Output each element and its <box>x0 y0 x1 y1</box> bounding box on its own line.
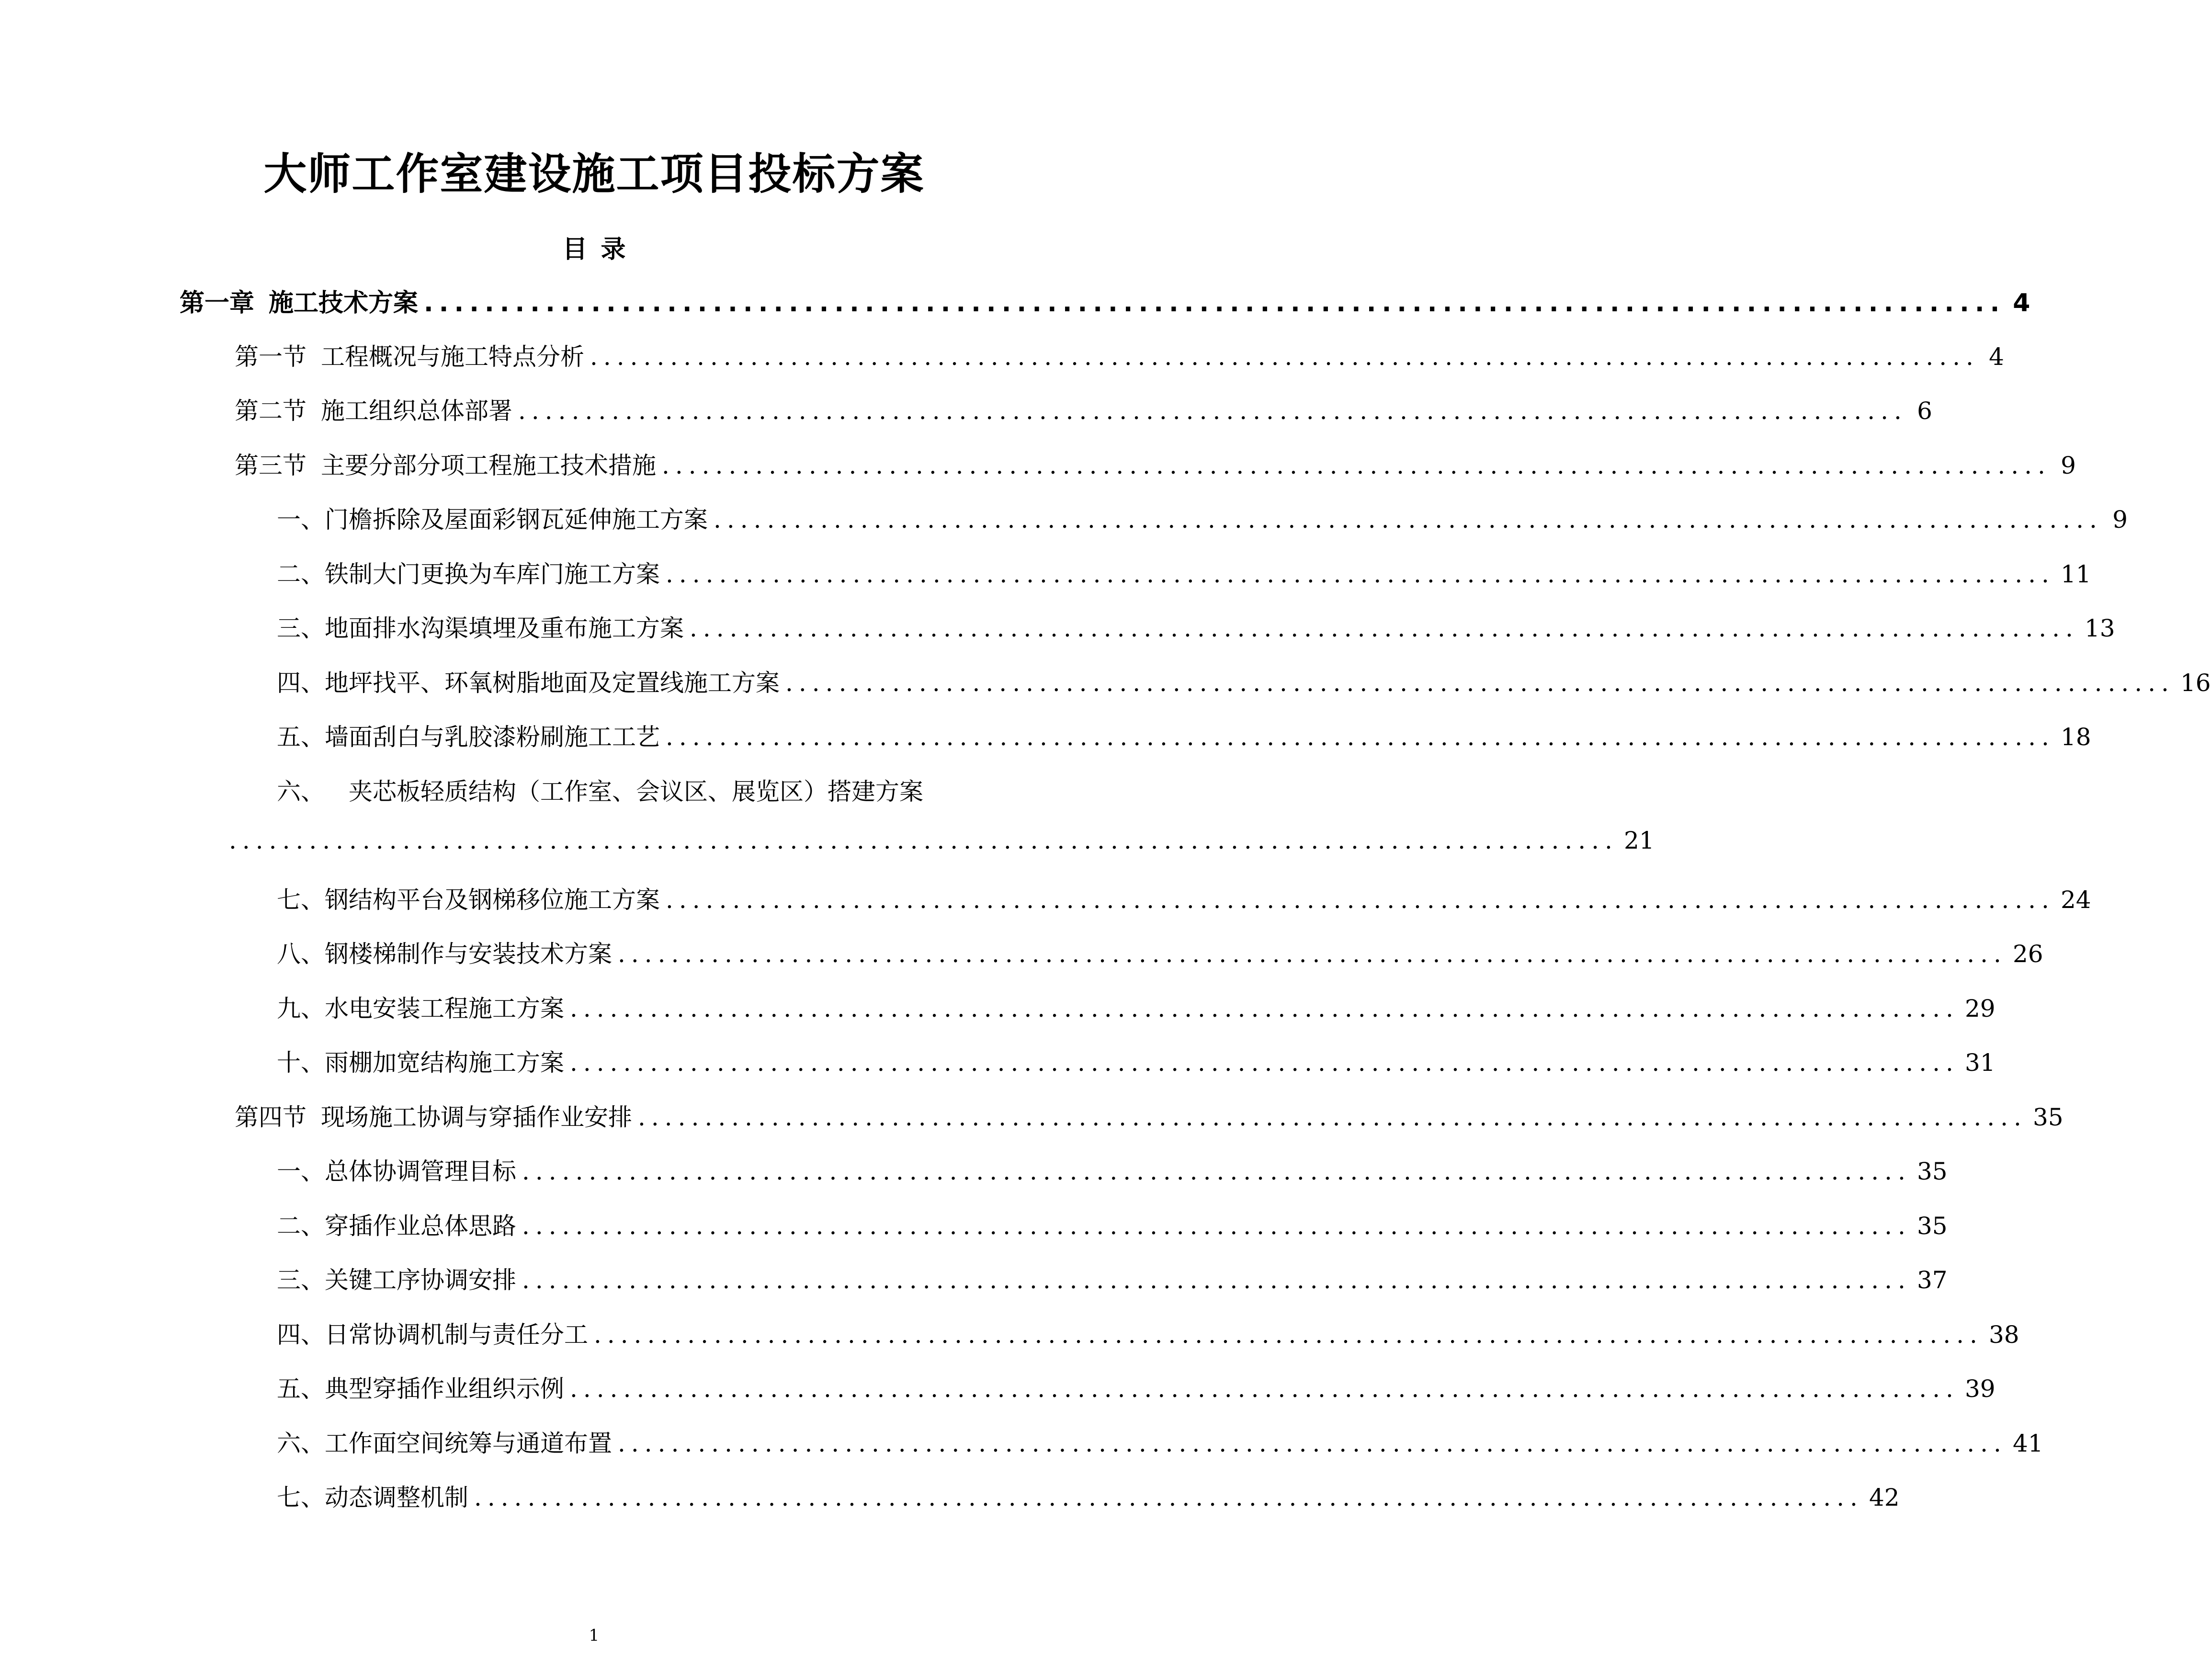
toc-entry-title: 主要分部分项工程施工技术措施 <box>321 452 656 479</box>
toc-entry-title: 地面排水沟渠填埋及重布施工方案 <box>325 614 684 642</box>
toc-leader-dots: ........................................................................................................ <box>618 940 2007 968</box>
toc-entry-subsection[interactable] <box>277 664 2211 702</box>
toc-entry-label: 第四节 <box>235 1103 306 1131</box>
toc-leader-dots: ........................................................................................................ <box>666 886 2055 914</box>
toc-leader-dots: ........................................................................................................ <box>522 1266 1911 1294</box>
toc-leader-dots: ........................................................................................................ <box>618 1430 2007 1457</box>
toc-entry-title: 门檐拆除及屋面彩钢瓦延伸施工方案 <box>325 506 708 534</box>
toc-leader-dots: ........................................................................................................ <box>594 1321 1983 1349</box>
toc-entry-section-3[interactable] <box>235 446 2076 485</box>
toc-entry-title: 现场施工协调与穿插作业安排 <box>321 1103 632 1131</box>
toc-entry-page: 9 <box>2061 452 2076 479</box>
toc-heading-char-2: 录 <box>601 235 626 264</box>
toc-entry-title: 穿插作业总体思路 <box>325 1212 516 1240</box>
toc-entry-title: 动态调整机制 <box>325 1484 468 1511</box>
toc-entry-subsection[interactable] <box>277 1044 1996 1082</box>
toc-entry-label: 一、 <box>277 506 325 534</box>
toc-entry-label: 四、 <box>277 1321 325 1349</box>
toc-entry-page: 18 <box>2060 723 2091 751</box>
toc-entry-page: 4 <box>2013 289 2030 318</box>
toc-entry-title: 工程概况与施工特点分析 <box>321 343 584 371</box>
toc-leader-dots: ........................................................................................................ <box>785 669 2175 697</box>
toc-entry-subsection[interactable] <box>277 1316 2019 1354</box>
toc-entry-page: 29 <box>1964 995 1996 1022</box>
document-title: 大师工作室建设施工项目投标方案 <box>263 149 925 199</box>
toc-entry-page: 4 <box>1989 343 2004 371</box>
toc-leader-dots: ........................................................................................................ <box>522 1158 1911 1185</box>
toc-entry-label: 第一章 <box>180 289 255 318</box>
toc-leader-dots: ........................................................................................................ <box>522 1212 1911 1240</box>
toc-entry-subsection[interactable] <box>277 500 2128 539</box>
toc-entry-label: 七、 <box>277 1484 325 1511</box>
toc-entry-page: 21 <box>1623 827 1655 854</box>
toc-entry-page: 38 <box>1988 1321 2019 1349</box>
toc-entry-page: 9 <box>2112 506 2128 534</box>
toc-entry-label: 三、 <box>277 614 325 642</box>
toc-entry-page: 41 <box>2012 1430 2043 1457</box>
toc-entry-title: 钢楼梯制作与安装技术方案 <box>325 940 612 968</box>
toc-entry-label: 第一节 <box>235 343 306 371</box>
toc-leader-dots: ........................................................................................................ <box>666 560 2055 588</box>
toc-entry-page: 35 <box>1916 1212 1948 1240</box>
toc-leader-dots: ........................................................................................................ <box>638 1103 2027 1131</box>
toc-entry-subsection[interactable] <box>277 935 2043 973</box>
toc-entry-label: 二、 <box>277 1212 325 1240</box>
toc-entry-subsection[interactable] <box>277 881 2091 919</box>
toc-leader-dots: ........................................................................................................ <box>570 1049 1959 1077</box>
toc-entry-page: 39 <box>1964 1375 1996 1403</box>
toc-heading <box>0 229 1188 265</box>
toc-entry-label: 十、 <box>277 1049 325 1077</box>
toc-entry-page: 24 <box>2060 886 2091 914</box>
toc-entry-label: 二、 <box>277 560 325 588</box>
toc-entry-label: 一、 <box>277 1158 325 1185</box>
toc-entry-title: 工作面空间统筹与通道布置 <box>325 1430 612 1457</box>
toc-entry-title: 施工组织总体部署 <box>321 397 512 425</box>
toc-leader-dots: ........................................................................................................ <box>666 723 2055 751</box>
toc-entry-label: 三、 <box>277 1266 325 1294</box>
toc-entry-chapter-1[interactable] <box>180 283 2030 321</box>
toc-entry-label: 五、 <box>277 1375 325 1403</box>
toc-entry-page: 42 <box>1869 1484 1900 1511</box>
toc-entry-section-4[interactable] <box>235 1098 2064 1136</box>
toc-entry-page: 35 <box>2032 1103 2064 1131</box>
toc-entry-page: 26 <box>2012 940 2043 968</box>
toc-leader-dots: ........................................................................................................ <box>662 452 2051 479</box>
toc-leader-dots: ........................................................................................................ <box>714 506 2103 534</box>
toc-entry-subsection[interactable] <box>277 1424 2043 1463</box>
toc-entry-continuation[interactable] <box>229 827 1655 865</box>
toc-entry-label: 六、 <box>277 1430 325 1457</box>
toc-heading-char-1: 目 <box>562 235 588 264</box>
toc-entry-page: 31 <box>1964 1049 1996 1077</box>
toc-entry-label: 五、 <box>277 723 325 751</box>
toc-leader-dots: ........................................................................................................ <box>690 614 2079 642</box>
toc-entry-label: 七、 <box>277 886 325 914</box>
toc-entry-subsection[interactable] <box>277 1478 1900 1517</box>
toc-entry-title: 水电安装工程施工方案 <box>325 995 564 1022</box>
page-number: 1 <box>589 1626 600 1645</box>
toc-entry-subsection[interactable] <box>277 1152 1948 1191</box>
toc-leader-dots: ........................................................................................................ <box>518 397 1907 425</box>
toc-entry-subsection[interactable] <box>277 718 2091 756</box>
toc-entry-title: 铁制大门更换为车库门施工方案 <box>325 560 660 588</box>
toc-entry-page: 13 <box>2084 614 2115 642</box>
toc-entry-title: 施工技术方案 <box>269 289 419 318</box>
toc-entry-subsection[interactable] <box>277 1370 1996 1408</box>
toc-entry-title: 钢结构平台及钢梯移位施工方案 <box>325 886 660 914</box>
toc-leader-dots: ........................................................................................................ <box>229 827 1618 854</box>
toc-entry-title: 地坪找平、环氧树脂地面及定置线施工方案 <box>325 669 780 697</box>
toc-entry-subsection[interactable] <box>277 555 2091 593</box>
toc-entry-title: 总体协调管理目标 <box>325 1158 516 1185</box>
toc-entry-title: 墙面刮白与乳胶漆粉刷施工工艺 <box>325 723 660 751</box>
toc-entry-subsection[interactable] <box>277 1261 1948 1299</box>
toc-leader-dots: ........................................................................................................ <box>570 1375 1959 1403</box>
toc-entry-section-1[interactable] <box>235 338 2004 376</box>
toc-entry-subsection-wrapped[interactable] <box>277 772 1010 811</box>
toc-entry-label: 九、 <box>277 995 325 1022</box>
toc-leader-dots: ........................................................................................................ <box>424 289 2006 318</box>
toc-entry-title: 雨棚加宽结构施工方案 <box>325 1049 564 1077</box>
toc-entry-title: 典型穿插作业组织示例 <box>325 1375 564 1403</box>
toc-entry-page: 11 <box>2060 560 2091 588</box>
toc-entry-label: 第三节 <box>235 452 306 479</box>
toc-entry-title: 关键工序协调安排 <box>325 1266 516 1294</box>
toc-entry-label: 八、 <box>277 940 325 968</box>
toc-entry-title: 夹芯板轻质结构（工作室、会议区、展览区）搭建方案 <box>349 778 923 806</box>
toc-leader-dots: ........................................................................................................ <box>590 343 1979 371</box>
toc-entry-subsection[interactable] <box>277 1207 1948 1245</box>
toc-entry-label: 六、 <box>277 778 325 806</box>
toc-entry-title: 日常协调机制与责任分工 <box>325 1321 588 1349</box>
toc-leader-dots: ........................................................................................................ <box>474 1484 1863 1511</box>
toc-entry-section-2[interactable] <box>235 392 1932 430</box>
toc-entry-subsection[interactable] <box>277 609 2115 647</box>
toc-entry-page: 35 <box>1916 1158 1948 1185</box>
toc-leader-dots: ........................................................................................................ <box>570 995 1959 1022</box>
toc-entry-label: 第二节 <box>235 397 306 425</box>
toc-entry-label: 四、 <box>277 669 325 697</box>
toc-entry-subsection[interactable] <box>277 989 1996 1028</box>
toc-entry-page: 16 <box>2180 669 2211 697</box>
toc-entry-page: 37 <box>1916 1266 1948 1294</box>
toc-entry-page: 6 <box>1917 397 1932 425</box>
